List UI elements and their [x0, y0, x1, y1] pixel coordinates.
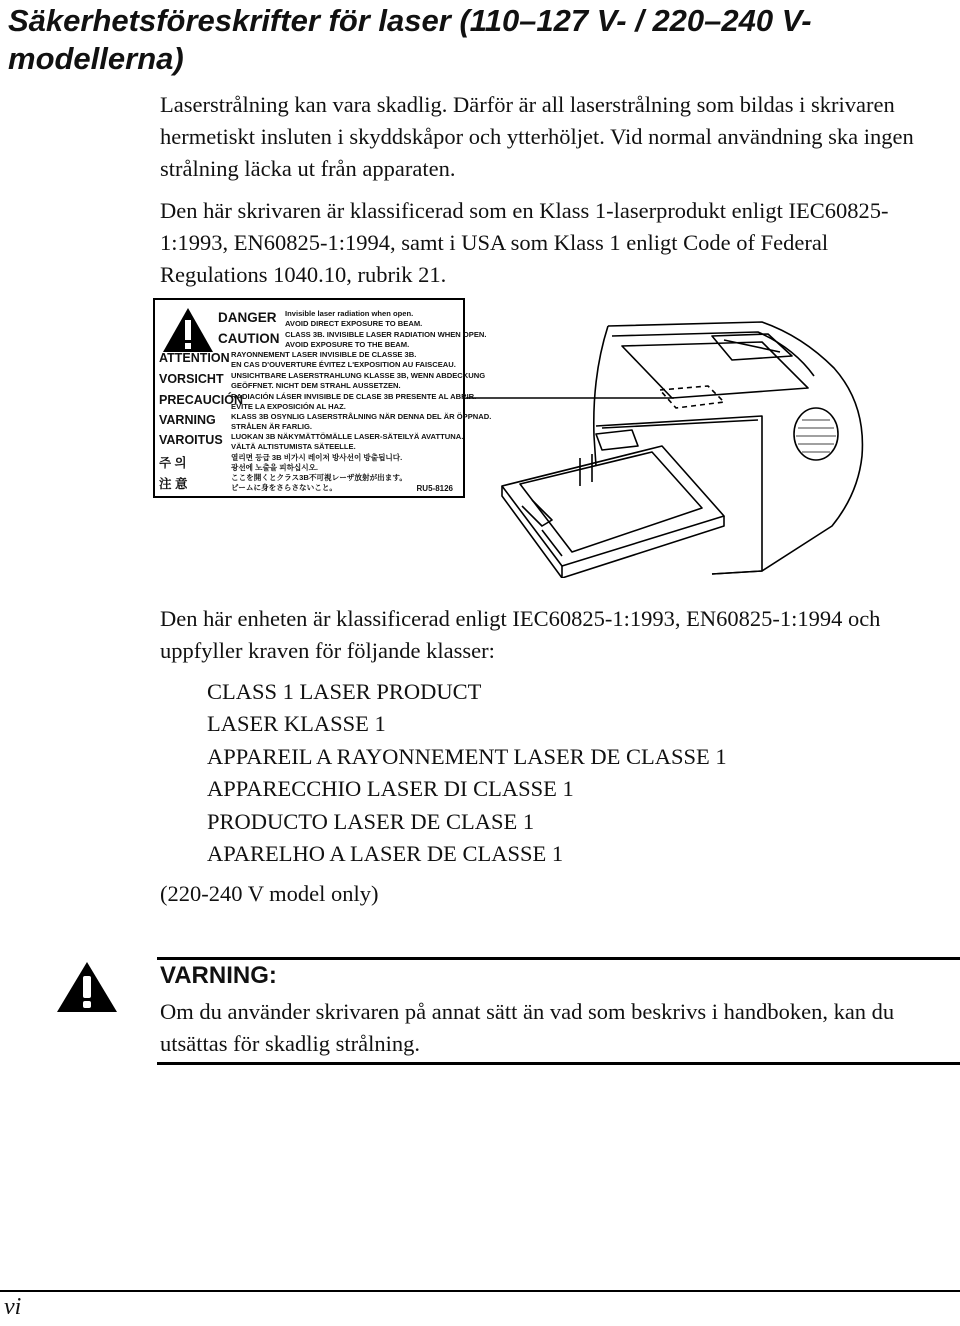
intro-paragraph: Laserstrålning kan vara skadlig. Därför är all laserstrålning som bildas i skrivaren hermetiskt insluten i skyddskåpor och ytterhöljet. Vid normal användning ska ingen strålning läcka ut från apparaten. — [160, 92, 914, 181]
label-varoitus-text: LUOKAN 3B NÄKYMÄTTÖMÄLLE LASER-SÄTEILYÄ AVATTUNA. VÄLTÄ ALTISTUMISTA SÄTEELLE. — [231, 432, 464, 451]
class-item: APPAREIL A RAYONNEMENT LASER DE CLASSE 1 — [207, 743, 727, 769]
label-danger: DANGER — [218, 310, 277, 325]
class-item: LASER KLASSE 1 — [207, 711, 386, 737]
page-title: Säkerhetsföreskrifter för laser (110–127 V- / 220–240 V-modellerna) — [8, 3, 812, 76]
warning-triangle-icon — [55, 960, 119, 1014]
label-danger-text: Invisible laser radiation when open. AVOID DIRECT EXPOSURE TO BEAM. — [285, 309, 423, 328]
label-caution: CAUTION — [218, 331, 280, 346]
laser-warning-label — [153, 298, 492, 498]
classification-paragraph: Den här skrivaren är klassificerad som en Klass 1-laserprodukt enligt IEC60825-1:1993, EN60825-1:1994, samt i USA som Klass 1 enligt Code of Federal Regulations 1040.10, rubrik 21. — [160, 198, 889, 287]
label-precaucion: PRECAUCIÓN — [159, 393, 244, 407]
page-number: vi — [4, 1294, 22, 1320]
label-varning: VARNING — [159, 413, 216, 427]
warning-heading: VARNING: — [160, 962, 277, 989]
model-note: (220-240 V model only) — [160, 881, 379, 906]
label-precaucion-text: RADIACIÓN LÁSER INVISIBLE DE CLASE 3B PRESENTE AL ABRIR. EVITE LA EXPOSICIÓN AL HAZ. — [231, 392, 477, 411]
label-korean: 주 의 — [159, 456, 187, 470]
warning-top-rule — [157, 957, 960, 960]
class-item: CLASS 1 LASER PRODUCT — [207, 679, 482, 704]
label-vorsicht-text: UNSICHTBARE LASERSTRAHLUNG KLASSE 3B, WENN ABDECKUNG GEÖFFNET. NICHT DEM STRAHL AUSSETZEN. — [231, 371, 486, 390]
label-attention-text: RAYONNEMENT LASER INVISIBLE DE CLASSE 3B. EN CAS D'OUVERTURE ÉVITEZ L'EXPOSITION AU FAISCEAU. — [231, 350, 456, 369]
label-attention: ATTENTION — [159, 351, 230, 365]
label-korean-text: 열리면 등급 3B 비가시 레이저 방사선이 방출됩니다. 광선에 노출을 피하십시오. — [231, 453, 403, 472]
label-varoitus: VAROITUS — [159, 433, 223, 447]
conformity-paragraph: Den här enheten är klassificerad enligt IEC60825-1:1993, EN60825-1:1994 och uppfyller kraven för följande klasser: — [160, 606, 881, 663]
label-varning-text: KLASS 3B OSYNLIG LASERSTRÅLNING NÄR DENNA DEL ÄR ÖPPNAD. STRÅLEN ÄR FARLIG. — [231, 412, 492, 431]
laser-class-list — [207, 676, 727, 870]
label-code: RU5-8126 — [416, 484, 453, 493]
warning-text: Om du använder skrivaren på annat sätt än vad som beskrivs i handboken, kan du utsättas för skadlig strålning. — [160, 999, 895, 1056]
label-japanese-text: ここを開くとクラス3B不可視レーザ放射が出ます。 ビームに身をさらさないこと。 — [231, 473, 407, 492]
warning-triangle-icon — [161, 306, 215, 354]
label-vorsicht: VORSICHT — [159, 372, 224, 386]
label-japanese: 注 意 — [159, 477, 188, 491]
class-item: APPARECCHIO LASER DI CLASSE 1 — [207, 776, 574, 802]
footer-rule — [0, 1290, 960, 1292]
label-caution-text: CLASS 3B. INVISIBLE LASER RADIATION WHEN OPEN. AVOID EXPOSURE TO THE BEAM. — [285, 330, 487, 349]
printer-illustration — [462, 316, 882, 578]
warning-bottom-rule — [157, 1062, 960, 1065]
class-item: APARELHO A LASER DE CLASSE 1 — [207, 841, 564, 867]
class-item: PRODUCTO LASER DE CLASE 1 — [207, 808, 535, 834]
